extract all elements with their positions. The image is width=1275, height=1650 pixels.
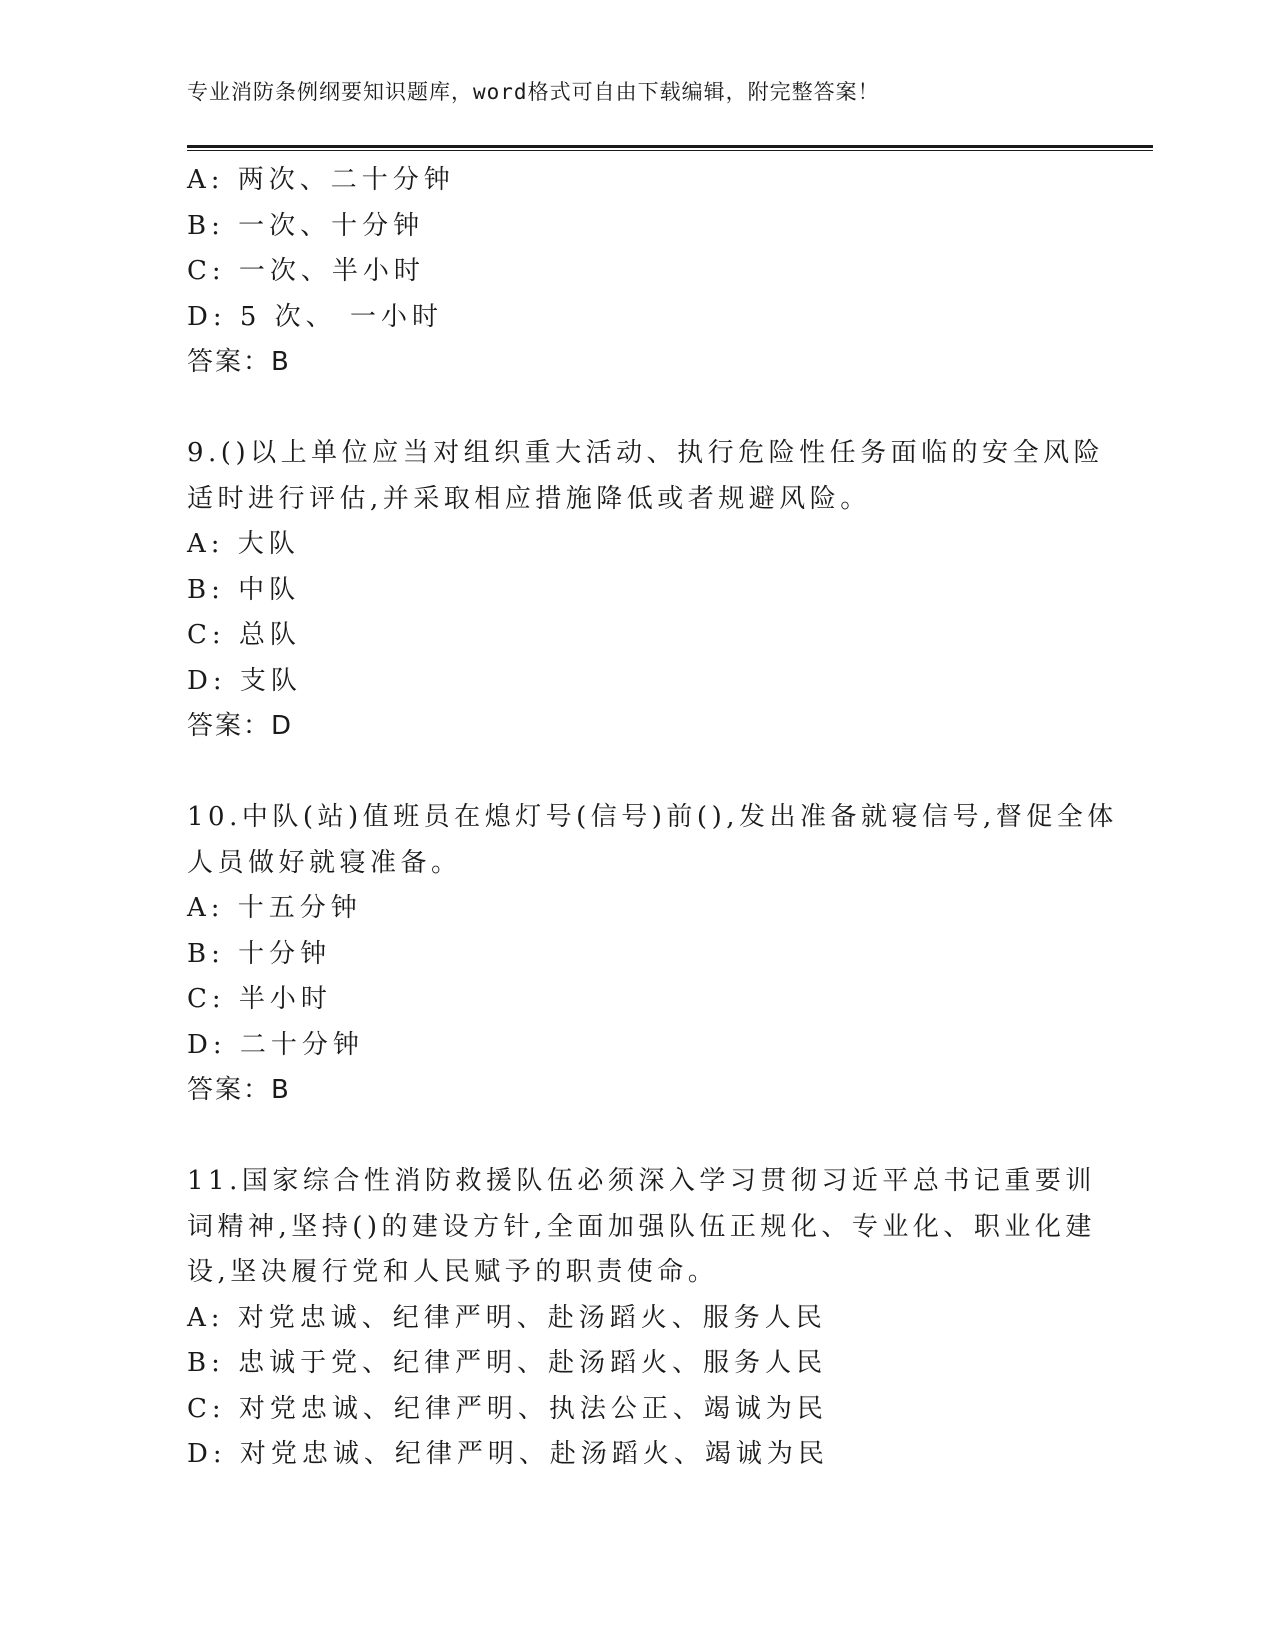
option-a: A: 大队 [187,529,300,559]
option-b: B: 一次、十分钟 [187,210,425,241]
option-b: B: 忠诚于党、纪律严明、赴汤蹈火、服务人民 [187,1348,828,1378]
question-10-text-line-1: 10.中队(站)值班员在熄灯号(信号)前(),发出准备就寝信号,督促全体 [187,802,1118,832]
option-d: D: 对党忠诚、纪律严明、赴汤蹈火、竭诚为民 [187,1439,829,1469]
question-10 [187,795,1118,1114]
option-a: A: 十五分钟 [187,893,362,923]
question-11-text-line-2: 词精神,坚持()的建设方针,全面加强队伍正规化、专业化、职业化建 [187,1211,1096,1242]
option-a: A: 两次、二十分钟 [187,165,455,195]
question-content [187,158,1118,1478]
question-9 [187,431,1105,750]
option-c: C: 一次、半小时 [187,256,425,286]
spacer [187,386,1087,432]
option-d: D: 二十分钟 [187,1029,364,1060]
option-b: B: 十分钟 [187,938,332,969]
question-9-text-line-1: 9.()以上单位应当对组织重大活动、执行危险性任务面临的安全风险 [187,438,1105,468]
question-11 [187,1159,1096,1478]
question-10-text-line-2: 人员做好就寝准备。 [187,847,462,878]
spacer [187,1114,1087,1160]
question-8-options [187,158,1087,340]
question-11-text-line-3: 设,坚决履行党和人民赋予的职责使命。 [187,1257,719,1287]
question-8-answer: 答案：B [187,347,291,377]
header-divider [187,145,1153,151]
option-c: C: 对党忠诚、纪律严明、执法公正、竭诚为民 [187,1393,828,1424]
option-d: D: 5 次、 一小时 [187,301,443,332]
option-d: D: 支队 [187,665,302,696]
option-c: C: 半小时 [187,984,332,1014]
document-header: 专业消防条例纲要知识题库，word格式可自由下载编辑，附完整答案！ [187,80,880,104]
question-9-answer: 答案：D [187,711,294,741]
spacer [187,750,1087,796]
question-11-text-line-1: 11.国家综合性消防救援队伍必须深入学习贯彻习近平总书记重要训 [187,1166,1096,1196]
question-9-text-line-2: 适时进行评估,并采取相应措施降低或者规避风险。 [187,483,871,514]
question-10-answer: 答案：B [187,1075,291,1105]
option-b: B: 中队 [187,574,301,605]
option-c: C: 总队 [187,620,301,650]
option-a: A: 对党忠诚、纪律严明、赴汤蹈火、服务人民 [187,1302,827,1333]
